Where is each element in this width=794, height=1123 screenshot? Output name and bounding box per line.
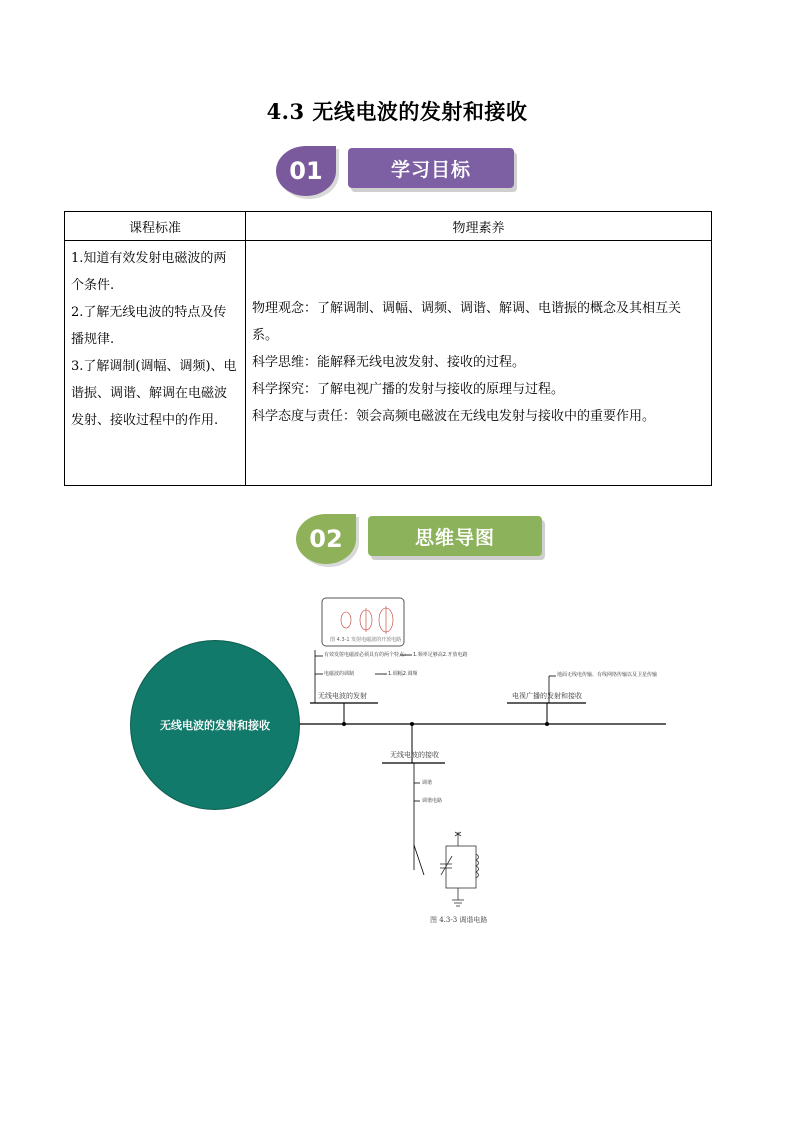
standard-item: 1.知道有效发射电磁波的两个条件. <box>71 251 227 293</box>
header-standard: 课程标准 <box>65 212 246 241</box>
emit-detail-conditions: 有效发射电磁波必须具有的两个特点： <box>324 652 410 658</box>
branch-receive-label: 无线电波的接收 <box>390 751 439 759</box>
section-label: 思维导图 <box>368 516 542 556</box>
tv-detail: 地面无线电传输、有线网络传输以及卫星传输 <box>557 672 658 678</box>
mindmap-center-node: 无线电波的发射和接收 <box>130 640 300 810</box>
receive-item-tuning: 调谐 <box>422 780 433 786</box>
emit-detail-conditions-result: 1.频率足够高2.开放电路 <box>413 652 468 658</box>
receive-figure-caption: 图 4.3-3 调谐电路 <box>430 916 488 924</box>
emit-figure-caption: 图 4.3-1 发射电磁波的开放电路 <box>330 637 402 643</box>
section-number: 01 <box>276 146 336 196</box>
branch-tv-label: 电视广播的发射和接收 <box>512 692 582 700</box>
standard-item: 2.了解无线电波的特点及传播规律. <box>71 305 227 347</box>
literacy-item: 物理观念：了解调制、调幅、调频、调谐、解调、电谐振的概念及其相互关系。 <box>252 301 682 343</box>
emit-detail-modulation-result: 1.调幅2.调频 <box>388 671 418 677</box>
receive-item-circuit: 调谐电路 <box>422 798 443 804</box>
literacy-item: 科学思维：能解释无线电波发射、接收的过程。 <box>252 355 526 370</box>
header-literacy: 物理素养 <box>246 212 712 241</box>
literacy-item: 科学探究：了解电视广播的发射与接收的原理与过程。 <box>252 382 565 397</box>
section-label: 学习目标 <box>348 148 514 188</box>
emit-detail-modulation: 电磁波的调制 <box>324 671 355 677</box>
section-number: 02 <box>296 514 356 564</box>
standard-item: 3.了解调制(调幅、调频)、电谐振、调谐、解调在电磁波发射、接收过程中的作用. <box>71 359 237 428</box>
branch-emit-label: 无线电波的发射 <box>318 692 367 700</box>
page-title: 4.3 无线电波的发射和接收 <box>266 99 528 124</box>
literacy-item: 科学态度与责任：领会高频电磁波在无线电发射与接收中的重要作用。 <box>252 409 656 424</box>
